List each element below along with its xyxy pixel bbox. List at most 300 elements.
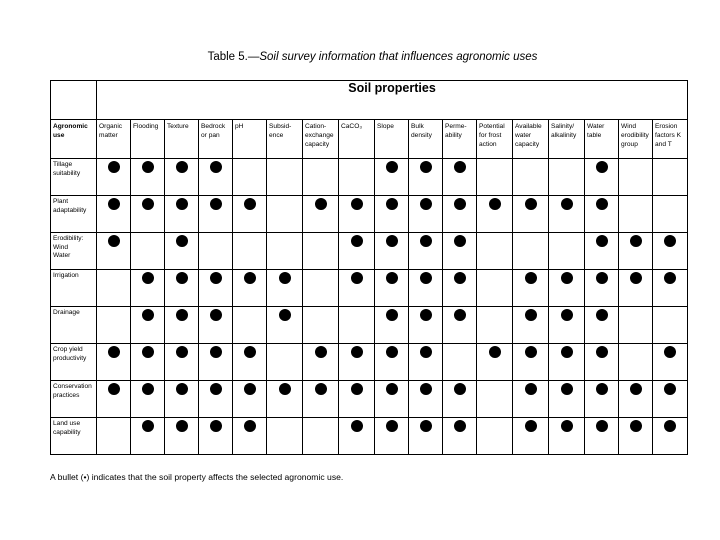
- bullet-icon: [420, 420, 432, 432]
- bullet-icon: [386, 161, 398, 173]
- bullet-icon: [420, 272, 432, 284]
- property-cell: [549, 418, 585, 455]
- property-cell: [443, 196, 477, 233]
- property-cell: [409, 381, 443, 418]
- bullet-icon: [596, 272, 608, 284]
- agronomic-use-label: Plant adaptability: [53, 198, 87, 214]
- property-cell: [339, 418, 375, 455]
- property-cell: [303, 270, 339, 307]
- column-header-label: Available water capacity: [515, 123, 542, 148]
- property-cell: [549, 344, 585, 381]
- bullet-icon: [176, 198, 188, 210]
- property-cell: [199, 233, 233, 270]
- column-header-cell: [477, 120, 513, 159]
- soil-properties-header: Soil properties: [97, 81, 688, 120]
- bullet-icon: [525, 272, 537, 284]
- table-row: [51, 418, 688, 455]
- property-cell: [477, 233, 513, 270]
- bullet-icon: [454, 309, 466, 321]
- property-cell: [585, 159, 619, 196]
- bullet-icon: [561, 309, 573, 321]
- property-cell: [653, 307, 688, 344]
- agronomic-use-cell: [51, 381, 97, 418]
- property-cell: [653, 270, 688, 307]
- agronomic-use-label: Conservation practices: [53, 383, 92, 399]
- property-cell: [233, 381, 267, 418]
- table-title: [0, 51, 720, 63]
- bullet-icon: [315, 383, 327, 395]
- property-cell: [97, 270, 131, 307]
- bullet-icon: [210, 420, 222, 432]
- bullet-icon: [351, 235, 363, 247]
- property-cell: [267, 196, 303, 233]
- property-cell: [477, 196, 513, 233]
- bullet-icon: [420, 346, 432, 358]
- property-cell: [97, 307, 131, 344]
- bullet-icon: [176, 383, 188, 395]
- property-cell: [267, 159, 303, 196]
- bullet-icon: [142, 272, 154, 284]
- agronomic-use-label: Irrigation: [53, 272, 79, 279]
- property-cell: [549, 307, 585, 344]
- bullet-icon: [386, 198, 398, 210]
- bullet-icon: [351, 272, 363, 284]
- property-cell: [339, 381, 375, 418]
- property-cell: [303, 159, 339, 196]
- property-cell: [549, 196, 585, 233]
- bullet-icon: [630, 235, 642, 247]
- property-cell: [513, 159, 549, 196]
- property-cell: [165, 307, 199, 344]
- property-cell: [233, 270, 267, 307]
- column-header-label: Erosion factors K and T: [655, 123, 682, 148]
- column-header-cell: [653, 120, 688, 159]
- bullet-icon: [420, 198, 432, 210]
- property-cell: [443, 344, 477, 381]
- column-header-label: Wind erodibility group: [621, 123, 649, 148]
- property-cell: [375, 270, 409, 307]
- property-cell: [131, 418, 165, 455]
- bullet-icon: [596, 420, 608, 432]
- property-cell: [513, 270, 549, 307]
- bullet-icon: [386, 272, 398, 284]
- property-cell: [585, 233, 619, 270]
- bullet-icon: [454, 272, 466, 284]
- column-header-cell: [131, 120, 165, 159]
- column-header-label: CaCO₃: [341, 123, 363, 130]
- bullet-icon: [108, 161, 120, 173]
- bullet-icon: [244, 420, 256, 432]
- property-cell: [513, 196, 549, 233]
- property-cell: [97, 418, 131, 455]
- agronomic-use-cell: [51, 418, 97, 455]
- bullet-icon: [525, 383, 537, 395]
- property-cell: [303, 196, 339, 233]
- agronomic-use-cell: [51, 159, 97, 196]
- property-cell: [131, 307, 165, 344]
- bullet-icon: [630, 383, 642, 395]
- bullet-icon: [596, 198, 608, 210]
- agronomic-use-cell: [51, 307, 97, 344]
- bullet-icon: [561, 198, 573, 210]
- property-cell: [267, 233, 303, 270]
- property-cell: [267, 270, 303, 307]
- bullet-icon: [244, 383, 256, 395]
- bullet-icon: [142, 161, 154, 173]
- column-header-label: Organic matter: [99, 123, 123, 139]
- property-cell: [267, 418, 303, 455]
- bullet-icon: [561, 272, 573, 284]
- property-cell: [165, 196, 199, 233]
- property-cell: [513, 233, 549, 270]
- column-header-cell: [619, 120, 653, 159]
- table-row: [51, 307, 688, 344]
- property-cell: [199, 307, 233, 344]
- bullet-icon: [386, 346, 398, 358]
- bullet-icon: [108, 383, 120, 395]
- bullet-icon: [176, 235, 188, 247]
- property-cell: [339, 159, 375, 196]
- bullet-icon: [351, 198, 363, 210]
- column-header-cell: [443, 120, 477, 159]
- bullet-icon: [454, 235, 466, 247]
- column-header-cell: [513, 120, 549, 159]
- property-cell: [513, 418, 549, 455]
- bullet-icon: [525, 198, 537, 210]
- column-header-label: Cation- exchange capacity: [305, 123, 334, 148]
- property-cell: [339, 344, 375, 381]
- property-cell: [303, 233, 339, 270]
- property-cell: [375, 381, 409, 418]
- property-cell: [97, 344, 131, 381]
- column-header-label: Texture: [167, 123, 189, 130]
- bullet-icon: [420, 235, 432, 247]
- property-cell: [585, 196, 619, 233]
- bullet-icon: [525, 346, 537, 358]
- property-cell: [549, 381, 585, 418]
- footnote: A bullet (•) indicates that the soil property affects the selected agronomic use.: [50, 472, 344, 482]
- property-cell: [619, 233, 653, 270]
- property-cell: [477, 159, 513, 196]
- bullet-icon: [454, 420, 466, 432]
- property-cell: [585, 307, 619, 344]
- agronomic-use-cell: [51, 270, 97, 307]
- property-cell: [199, 381, 233, 418]
- property-cell: [443, 159, 477, 196]
- bullet-icon: [664, 420, 676, 432]
- property-cell: [165, 381, 199, 418]
- property-cell: [585, 381, 619, 418]
- agronomic-use-label: Land use capability: [53, 420, 81, 436]
- bullet-icon: [210, 383, 222, 395]
- bullet-icon: [244, 272, 256, 284]
- property-cell: [233, 418, 267, 455]
- property-cell: [375, 159, 409, 196]
- bullet-icon: [210, 161, 222, 173]
- property-cell: [653, 344, 688, 381]
- property-cell: [303, 344, 339, 381]
- bullet-icon: [176, 309, 188, 321]
- agronomic-use-label: Tillage suitability: [53, 161, 81, 177]
- bullet-icon: [386, 235, 398, 247]
- agronomic-use-label: Erodibility: Wind Water: [53, 235, 84, 260]
- bullet-icon: [454, 161, 466, 173]
- bullet-icon: [108, 198, 120, 210]
- property-cell: [199, 344, 233, 381]
- property-cell: [165, 270, 199, 307]
- table-row: [51, 159, 688, 196]
- bullet-icon: [596, 235, 608, 247]
- property-cell: [267, 307, 303, 344]
- bullet-icon: [596, 161, 608, 173]
- corner-cell: [51, 81, 97, 120]
- bullet-icon: [108, 346, 120, 358]
- property-cell: [97, 233, 131, 270]
- bullet-icon: [561, 420, 573, 432]
- property-cell: [131, 344, 165, 381]
- bullet-icon: [142, 383, 154, 395]
- bullet-icon: [351, 383, 363, 395]
- column-header-row: [51, 120, 688, 159]
- property-cell: [409, 270, 443, 307]
- table-row: [51, 381, 688, 418]
- column-header-cell: [97, 120, 131, 159]
- agronomic-use-cell: [51, 196, 97, 233]
- bullet-icon: [454, 383, 466, 395]
- bullet-icon: [420, 383, 432, 395]
- property-cell: [409, 418, 443, 455]
- column-header-cell: [549, 120, 585, 159]
- column-header-label: Perme- ability: [445, 123, 467, 139]
- bullet-icon: [176, 272, 188, 284]
- property-cell: [653, 381, 688, 418]
- property-cell: [443, 270, 477, 307]
- property-cell: [97, 381, 131, 418]
- property-cell: [165, 418, 199, 455]
- property-cell: [199, 196, 233, 233]
- bullet-icon: [210, 346, 222, 358]
- bullet-icon: [596, 383, 608, 395]
- property-cell: [199, 270, 233, 307]
- property-cell: [477, 307, 513, 344]
- property-cell: [375, 233, 409, 270]
- property-cell: [409, 233, 443, 270]
- property-cell: [199, 418, 233, 455]
- property-cell: [549, 270, 585, 307]
- table-row: [51, 270, 688, 307]
- property-cell: [97, 159, 131, 196]
- bullet-icon: [596, 346, 608, 358]
- property-cell: [619, 418, 653, 455]
- bullet-icon: [386, 309, 398, 321]
- bullet-icon: [315, 198, 327, 210]
- table-title-lead: Table 5.—: [207, 51, 260, 63]
- property-cell: [477, 270, 513, 307]
- property-cell: [585, 270, 619, 307]
- property-cell: [619, 381, 653, 418]
- property-cell: [303, 381, 339, 418]
- column-header-cell: [165, 120, 199, 159]
- bullet-icon: [454, 198, 466, 210]
- agronomic-use-label: Drainage: [53, 309, 80, 316]
- property-cell: [619, 344, 653, 381]
- column-header-cell: [585, 120, 619, 159]
- column-header-label: Slope: [377, 123, 394, 130]
- column-header-cell: [267, 120, 303, 159]
- property-cell: [339, 307, 375, 344]
- bullet-icon: [489, 346, 501, 358]
- property-cell: [339, 270, 375, 307]
- property-cell: [443, 307, 477, 344]
- property-cell: [165, 344, 199, 381]
- property-cell: [267, 344, 303, 381]
- column-header-label: Bedrock or pan: [201, 123, 226, 139]
- property-cell: [513, 307, 549, 344]
- column-header-label: Water table: [587, 123, 605, 139]
- bullet-icon: [142, 309, 154, 321]
- property-cell: [477, 418, 513, 455]
- bullet-icon: [176, 346, 188, 358]
- bullet-icon: [279, 272, 291, 284]
- column-header-label: Potential for frost action: [479, 123, 505, 148]
- column-header-label: Agronomic use: [53, 123, 88, 139]
- property-cell: [375, 196, 409, 233]
- bullet-icon: [210, 272, 222, 284]
- property-cell: [443, 233, 477, 270]
- bullet-icon: [420, 309, 432, 321]
- bullet-icon: [210, 198, 222, 210]
- bullet-icon: [664, 235, 676, 247]
- property-cell: [513, 381, 549, 418]
- column-header-cell: [409, 120, 443, 159]
- bullet-icon: [664, 346, 676, 358]
- column-header-cell: [339, 120, 375, 159]
- bullet-icon: [630, 272, 642, 284]
- table-title-text: Soil survey information that influences agronomic uses: [259, 51, 538, 63]
- agronomic-use-cell: [51, 233, 97, 270]
- property-cell: [131, 233, 165, 270]
- property-cell: [619, 307, 653, 344]
- bullet-icon: [142, 198, 154, 210]
- property-cell: [97, 196, 131, 233]
- property-cell: [585, 344, 619, 381]
- bullet-icon: [525, 309, 537, 321]
- bullet-icon: [108, 235, 120, 247]
- property-cell: [131, 159, 165, 196]
- property-cell: [303, 307, 339, 344]
- property-cell: [619, 159, 653, 196]
- soil-properties-table: [50, 80, 688, 455]
- table-row: [51, 233, 688, 270]
- property-cell: [375, 344, 409, 381]
- bullet-icon: [420, 161, 432, 173]
- bullet-icon: [596, 309, 608, 321]
- property-cell: [267, 381, 303, 418]
- property-cell: [513, 344, 549, 381]
- property-cell: [619, 196, 653, 233]
- property-cell: [131, 196, 165, 233]
- bullet-icon: [176, 420, 188, 432]
- property-cell: [233, 196, 267, 233]
- property-cell: [653, 159, 688, 196]
- property-cell: [375, 307, 409, 344]
- bullet-icon: [210, 309, 222, 321]
- bullet-icon: [244, 346, 256, 358]
- column-header-label: Bulk density: [411, 123, 432, 139]
- table-body: [51, 159, 688, 455]
- column-header-cell: [199, 120, 233, 159]
- property-cell: [549, 159, 585, 196]
- bullet-icon: [630, 420, 642, 432]
- property-cell: [653, 196, 688, 233]
- property-cell: [409, 307, 443, 344]
- property-cell: [339, 233, 375, 270]
- bullet-icon: [279, 309, 291, 321]
- table-row: [51, 344, 688, 381]
- property-cell: [409, 159, 443, 196]
- property-cell: [585, 418, 619, 455]
- property-cell: [375, 418, 409, 455]
- property-cell: [233, 233, 267, 270]
- bullet-icon: [386, 420, 398, 432]
- bullet-icon: [176, 161, 188, 173]
- property-cell: [477, 381, 513, 418]
- column-header-label: pH: [235, 123, 244, 130]
- bullet-icon: [664, 383, 676, 395]
- column-header-label: Salinity/ alkalinity: [551, 123, 577, 139]
- column-header-label: Flooding: [133, 123, 159, 130]
- bullet-icon: [386, 383, 398, 395]
- bullet-icon: [142, 420, 154, 432]
- agronomic-use-label: Crop yield productivity: [53, 346, 87, 362]
- column-header-label: Subsid- ence: [269, 123, 292, 139]
- property-cell: [619, 270, 653, 307]
- column-header-cell: [233, 120, 267, 159]
- bullet-icon: [315, 346, 327, 358]
- bullet-icon: [525, 420, 537, 432]
- column-header-cell: [303, 120, 339, 159]
- bullet-icon: [351, 346, 363, 358]
- property-cell: [409, 196, 443, 233]
- property-cell: [653, 418, 688, 455]
- property-cell: [653, 233, 688, 270]
- property-cell: [199, 159, 233, 196]
- property-cell: [443, 418, 477, 455]
- property-cell: [233, 344, 267, 381]
- agronomic-use-cell: [51, 344, 97, 381]
- property-cell: [303, 418, 339, 455]
- bullet-icon: [244, 198, 256, 210]
- bullet-icon: [142, 346, 154, 358]
- property-cell: [409, 344, 443, 381]
- property-cell: [165, 233, 199, 270]
- bullet-icon: [279, 383, 291, 395]
- column-header-cell: [375, 120, 409, 159]
- property-cell: [165, 159, 199, 196]
- property-cell: [443, 381, 477, 418]
- property-cell: [131, 270, 165, 307]
- table-row: [51, 196, 688, 233]
- property-cell: [339, 196, 375, 233]
- bullet-icon: [489, 198, 501, 210]
- bullet-icon: [664, 272, 676, 284]
- property-cell: [233, 159, 267, 196]
- bullet-icon: [561, 383, 573, 395]
- property-cell: [233, 307, 267, 344]
- property-cell: [549, 233, 585, 270]
- property-cell: [131, 381, 165, 418]
- column-header-cell: [51, 120, 97, 159]
